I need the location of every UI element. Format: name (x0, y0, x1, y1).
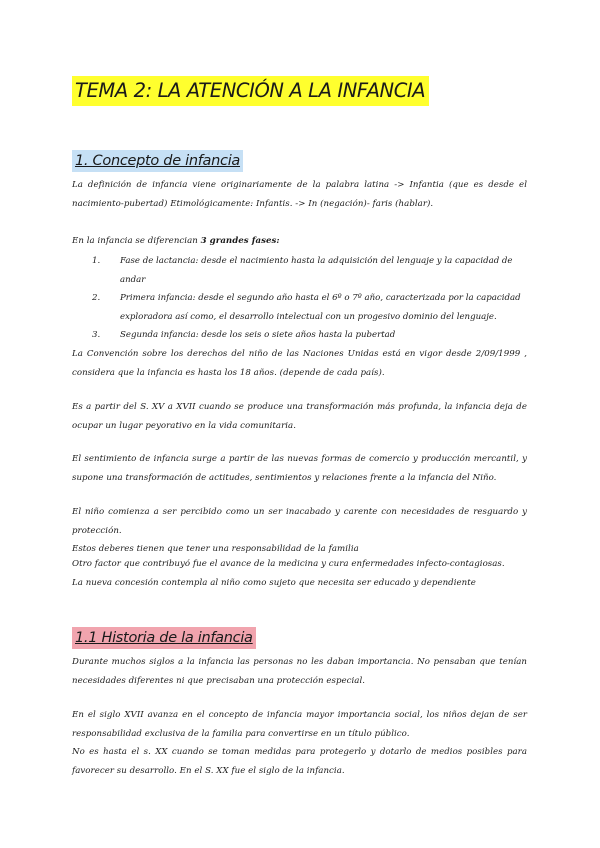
paragraph-durante: Durante muchos siglos a la infancia las personas no les daban importancia. No pensaban que tenían necesidades diferentes ni que precisaban una protección especial. (72, 657, 527, 686)
paragraph-convencion: La Convención sobre los derechos del niño de las Naciones Unidas está en vigor desde 2/09/1999 , considera que la infancia es hasta los 18 años. (depende de cada país). (72, 349, 527, 378)
xx-text: No es hasta el s. XX cuando se toman medidas para protegerlo y dotarlo de medios posibles para favorecer su desarrollo. En el S. XX fue el siglo de la infancia. (72, 747, 527, 776)
list-number: 3. (92, 330, 101, 340)
percibido-line-1: El niño comienza a ser percibido como un ser inacabado y carente con necesidades de resguardo y protección. (72, 507, 527, 536)
list-number: 1. (92, 256, 101, 266)
phases-list (72, 252, 527, 345)
document-title: TEMA 2: LA ATENCIÓN A LA INFANCIA (72, 76, 429, 106)
paragraph-phases-intro (72, 232, 527, 251)
section-heading-historia: 1.1 Historia de la infancia (72, 627, 256, 649)
list-item-text: Fase de lactancia: desde el nacimiento hasta la adquisición del lenguaje y la capacidad de andar (120, 256, 513, 285)
paragraph-definition: La definición de infancia viene originariamente de la palabra latina -> Infantia (que es desde el nacimiento-pubertad) Etimológicamente: Infantis. -> In (negación)- faris (hablar). (72, 180, 527, 209)
xvii-text: En el siglo XVII avanza en el concepto de infancia mayor importancia social, los niños dejan de ser responsabilidad exclusiva de la familia para convertirse en un título público. (72, 710, 527, 739)
paragraph-sentimiento: El sentimiento de infancia surge a partir de las nuevas formas de comercio y producción mercantil, y supone una transformación de actitudes, sentimientos y relaciones frente a la infancia del Niño. (72, 454, 527, 483)
list-item (72, 326, 527, 345)
paragraph-xvii (72, 706, 527, 780)
list-item-text: Segunda infancia: desde los seis o siete años hasta la pubertad (120, 330, 396, 340)
list-item (72, 289, 527, 326)
paragraph-percibido (72, 503, 527, 559)
paragraph-factor (72, 555, 527, 592)
list-item-text: Primera infancia: desde el segundo año hasta el 6º o 7º año, caracterizada por la capacidad exploradora así como, el desarrollo intelectual con un progesivo dominio del lenguaje. (120, 293, 521, 322)
phases-intro-text: En la infancia se diferencian (72, 236, 201, 246)
factor-line-1: Otro factor que contribuyó fue el avance de la medicina y cura enfermedades infecto-contagiosas. (72, 559, 505, 569)
phases-intro-bold: 3 grandes fases: (200, 236, 280, 246)
list-number: 2. (92, 293, 101, 303)
factor-line-2: La nueva concesión contempla al niño como sujeto que necesita ser educado y dependiente (72, 577, 476, 588)
section-heading-concepto: 1. Concepto de infancia (72, 150, 243, 172)
percibido-line-2: Estos deberes tienen que tener una responsabilidad de la familia (72, 544, 359, 554)
list-item (72, 252, 527, 289)
paragraph-siglo: Es a partir del S. XV a XVII cuando se produce una transformación más profunda, la infancia deja de ocupar un lugar peyorativo en la vida comunitaria. (72, 402, 527, 431)
